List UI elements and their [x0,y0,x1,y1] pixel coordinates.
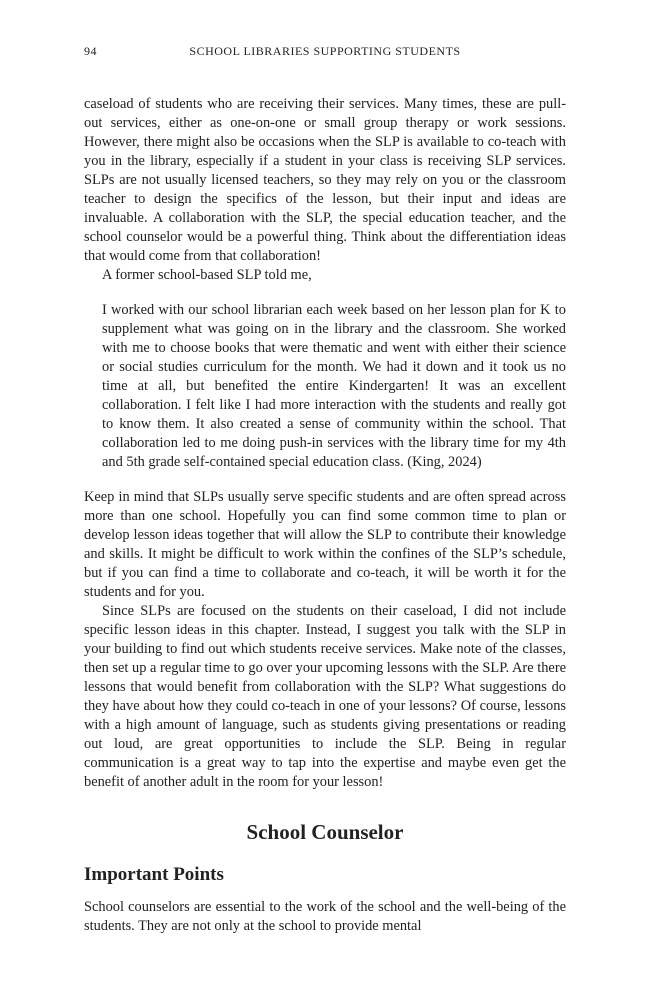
section-heading: School Counselor [246,820,404,844]
running-head: SCHOOL LIBRARIES SUPPORTING STUDENTS [189,44,461,58]
paragraph-quote-intro: A former school-based SLP told me, [102,267,312,283]
block-quote: I worked with our school librarian each week based on her lesson plan for K to supplement what was going on in the library and the classroom. She worked with me to choose books that were thematic and went with either their science or social studies curriculum for the month. We had it down and it took us no time at all, but benefited the entire Kindergarten! It was an excellent collaboration. I felt like I had more interaction with the students and really got to know them. It also created a sense of community within the school. That collaboration led to me doing push-in services with the library time for my 4th and 5th grade self-contained special education class. (King, 2024) [102,302,566,470]
paragraph-keep-in-mind: Keep in mind that SLPs usually serve specific students and are often spread across more than one school. Hopefully you can find some common time to plan or develop lesson ideas together that will allow the SLP to contribute their knowledge and skills. It might be difficult to work within the confines of the SLP’s schedule, but if you can find a time to collaborate and co-teach, it will be worth it for the students and for you. [84,489,566,600]
paragraph-caseload: caseload of students who are receiving their services. Many times, these are pull-out services, either as one-on-one or small group therapy or work sessions. However, there might also be occasions when the SLP is available to co-teach with you in the library, especially if a student in your class is receiving SLP services. SLPs are not usually licensed teachers, so they may rely on you or the classroom teacher to design the specifics of the lesson, but their input and ideas are invaluable. A collaboration with the SLP, the special education teacher, and the school counselor would be a powerful thing. Think about the differentiation ideas that would come from that collaboration! [84,96,566,264]
paragraph-since-slps: Since SLPs are focused on the students on their caseload, I did not include specific lesson ideas in this chapter. Instead, I suggest you talk with the SLP in your building to find out which students receive services. Make note of the classes, then set up a regular time to go over your upcoming lessons with the SLP. Are there lessons that would benefit from collaboration with the SLP? What suggestions do they have about how they could co-teach in one of your lessons? Of course, lessons with a high amount of language, such as students giving presentations or reading out loud, are great opportunities to include the SLP. Being in regular communication is a great way to tap into the expertise and maybe even get the benefit of another adult in the room for your lesson! [84,603,566,790]
page-number: 94 [84,44,97,58]
page-header [84,44,566,64]
subsection-heading: Important Points [84,864,224,885]
paragraph-school-counselors: School counselors are essential to the work of the school and the well-being of the students. They are not only at the school to provide mental [84,899,566,934]
page-body [84,95,566,936]
